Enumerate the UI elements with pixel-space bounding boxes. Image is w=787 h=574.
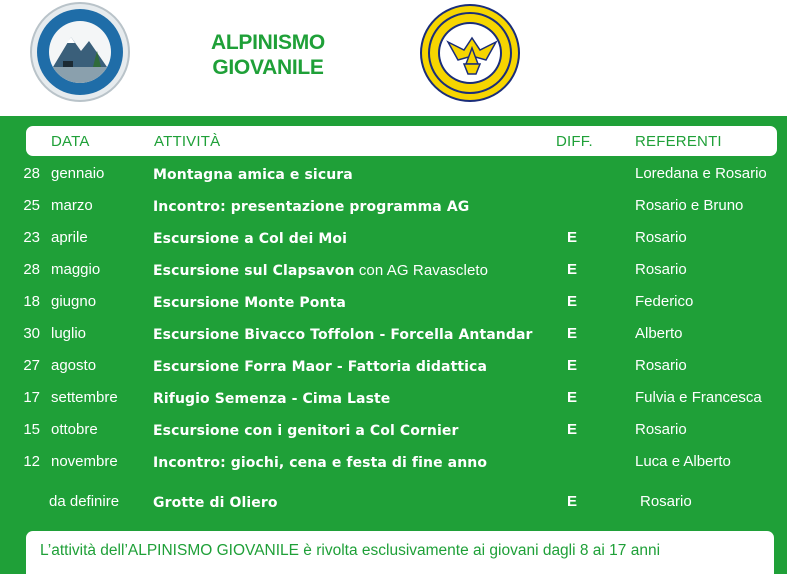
row-month: novembre	[51, 453, 118, 470]
row-referents: Alberto	[635, 325, 683, 342]
eagle-icon	[438, 22, 502, 84]
row-activity	[153, 294, 346, 311]
row-day: 15	[23, 421, 40, 438]
table-row	[0, 382, 787, 414]
row-activity	[153, 422, 459, 439]
row-difficulty: E	[567, 357, 578, 374]
activity-title: Grotte di Oliero	[153, 495, 278, 511]
column-diff: DIFF.	[556, 133, 593, 150]
row-difficulty: E	[567, 229, 578, 246]
table-row	[0, 414, 787, 446]
row-day: 28	[23, 165, 40, 182]
comitato-scientifico-logo	[30, 2, 130, 102]
row-month: gennaio	[51, 165, 105, 182]
row-activity	[153, 494, 278, 511]
row-day: 28	[23, 261, 40, 278]
row-activity	[153, 390, 390, 407]
row-referents: Rosario e Bruno	[635, 197, 744, 214]
row-referents: Luca e Alberto	[635, 453, 731, 470]
activity-title: Escursione Bivacco Toffolon - Forcella Antandar	[153, 327, 533, 343]
row-referents: Fulvia e Francesca	[635, 389, 762, 406]
row-activity	[153, 230, 347, 247]
activity-title: Escursione sul Clapsavon	[153, 263, 355, 279]
header	[0, 0, 787, 116]
title-line-2: GIOVANILE	[212, 56, 324, 79]
page-title	[188, 30, 348, 80]
row-day: 17	[23, 389, 40, 406]
row-month: maggio	[51, 261, 101, 278]
column-date: DATA	[51, 133, 90, 150]
activity-title: Escursione Monte Ponta	[153, 295, 346, 311]
row-activity	[153, 358, 487, 375]
row-difficulty: E	[567, 493, 578, 510]
table-row	[0, 350, 787, 382]
row-day: 23	[23, 229, 40, 246]
activity-title: Escursione Forra Maor - Fattoria didattica	[153, 359, 487, 375]
table-row	[0, 222, 787, 254]
row-activity	[153, 166, 353, 183]
row-referents: Rosario	[635, 357, 687, 374]
table-row	[0, 190, 787, 222]
row-referents: Rosario	[635, 261, 687, 278]
row-day: 27	[23, 357, 40, 374]
row-activity	[153, 198, 469, 215]
row-difficulty: E	[567, 421, 578, 438]
mountain-icon	[49, 21, 111, 83]
table-row	[0, 158, 787, 190]
row-month: agosto	[51, 357, 97, 374]
row-referents: Rosario	[635, 229, 687, 246]
row-referents: Rosario	[640, 493, 692, 510]
table-header	[26, 126, 777, 156]
row-month: ottobre	[51, 421, 98, 438]
footer-note	[26, 531, 774, 574]
activity-extra: con AG Ravascleto	[354, 262, 489, 279]
activity-title: Rifugio Semenza - Cima Laste	[153, 391, 391, 407]
row-month: marzo	[51, 197, 93, 214]
table-row	[0, 318, 787, 350]
row-month: da definire	[49, 493, 120, 510]
table-row	[0, 254, 787, 286]
row-month: giugno	[51, 293, 97, 310]
table-row	[0, 446, 787, 478]
activity-title: Escursione a Col dei Moi	[153, 231, 347, 247]
row-difficulty: E	[567, 293, 578, 310]
row-difficulty: E	[567, 261, 578, 278]
table-row	[0, 286, 787, 318]
row-activity	[153, 326, 533, 343]
column-activity: ATTIVITÀ	[154, 133, 221, 150]
row-activity	[153, 262, 488, 279]
title-line-1: ALPINISMO	[211, 31, 325, 54]
activity-title: Montagna amica e sicura	[153, 167, 353, 183]
row-day: 25	[23, 197, 40, 214]
activity-title: Incontro: presentazione programma AG	[153, 199, 470, 215]
footer-text: L’attività dell’ALPINISMO GIOVANILE è rivolta esclusivamente ai giovani dagli 8 ai 17 anni	[40, 542, 661, 559]
row-day: 30	[23, 325, 40, 342]
row-activity	[153, 454, 487, 471]
row-month: luglio	[51, 325, 87, 342]
row-referents: Loredana e Rosario	[635, 165, 767, 182]
row-difficulty: E	[567, 325, 578, 342]
activity-title: Escursione con i genitori a Col Cornier	[153, 423, 459, 439]
column-referents: REFERENTI	[635, 133, 722, 150]
row-referents: Rosario	[635, 421, 687, 438]
row-difficulty: E	[567, 389, 578, 406]
activity-title: Incontro: giochi, cena e festa di fine anno	[153, 455, 488, 471]
row-day: 18	[23, 293, 40, 310]
cai-alpago-logo	[420, 4, 520, 102]
row-month: settembre	[51, 389, 118, 406]
row-referents: Federico	[635, 293, 694, 310]
row-day: 12	[23, 453, 40, 470]
row-month: aprile	[51, 229, 88, 246]
table-row	[0, 486, 787, 518]
